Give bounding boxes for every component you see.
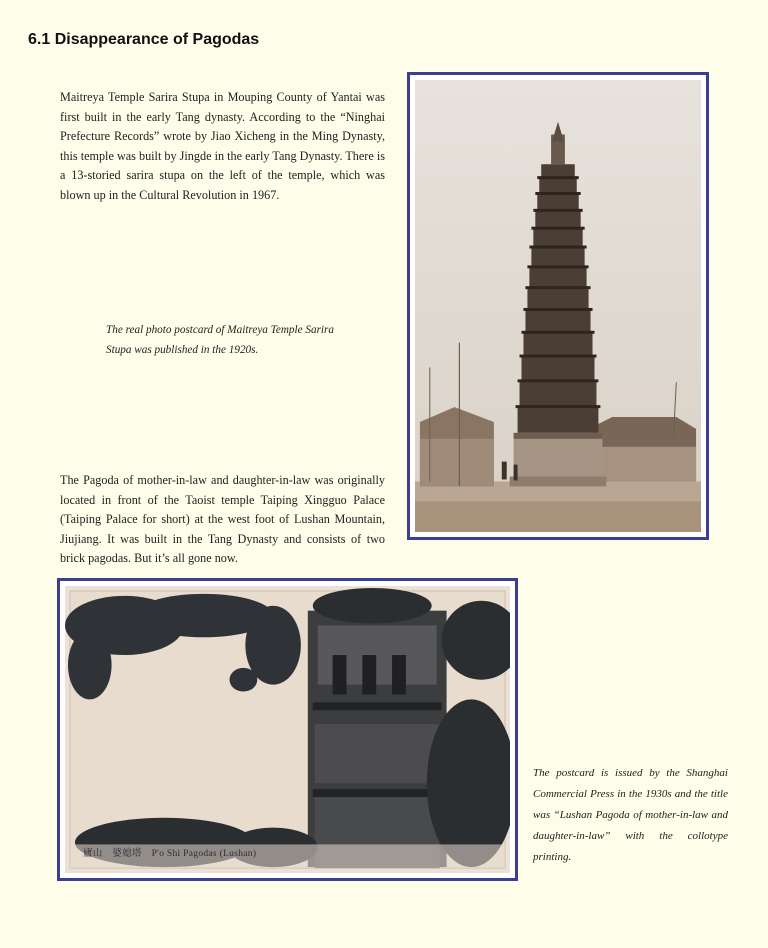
stupa-photo-illustration — [415, 80, 701, 532]
lushan-postcard — [65, 586, 510, 873]
stupa-photo-caption: The real photo postcard of Maitreya Temple Sarira Stupa was published in the 1920s. — [106, 324, 334, 356]
postcard-title: 廬山 婆媳塔 P'o Shi Pagodas (Lushan) — [83, 849, 257, 859]
lushan-postcard-caption: The postcard is issued by the Shanghai Commercial Press in the 1930s and the title was “Lushan Pagoda of mother-in-law and daughter-in-law” with the collotype printing. — [533, 767, 728, 863]
pagoda-description: The Pagoda of mother-in-law and daughter-in-law was originally located in front of the Taoist temple Taiping Xingguo Palace (Taiping Palace for short) at the west foot of Lushan Mountain, Jiujiang. It was built in the Tang Dynasty and consists of two brick pagodas. But it’s all gone now. — [60, 473, 385, 566]
stupa-description: Maitreya Temple Sarira Stupa in Mouping County of Yantai was first built in the early Tang dynasty. According to the “Ninghai Prefecture Records” wrote by Jiao Xicheng in the Ming Dynasty, this temple was built by Jingde in the early Tang Dynasty. There is a 13-storied sarira stupa on the left of the temple, which was blown up in the Cultural Revolution in 1967. — [60, 90, 385, 202]
lushan-postcard-frame — [57, 578, 518, 881]
lushan-postcard-illustration — [65, 586, 510, 873]
section-heading: 6.1 Disappearance of Pagodas — [28, 31, 260, 48]
stupa-photo — [415, 80, 701, 532]
stupa-photo-frame — [407, 72, 709, 540]
